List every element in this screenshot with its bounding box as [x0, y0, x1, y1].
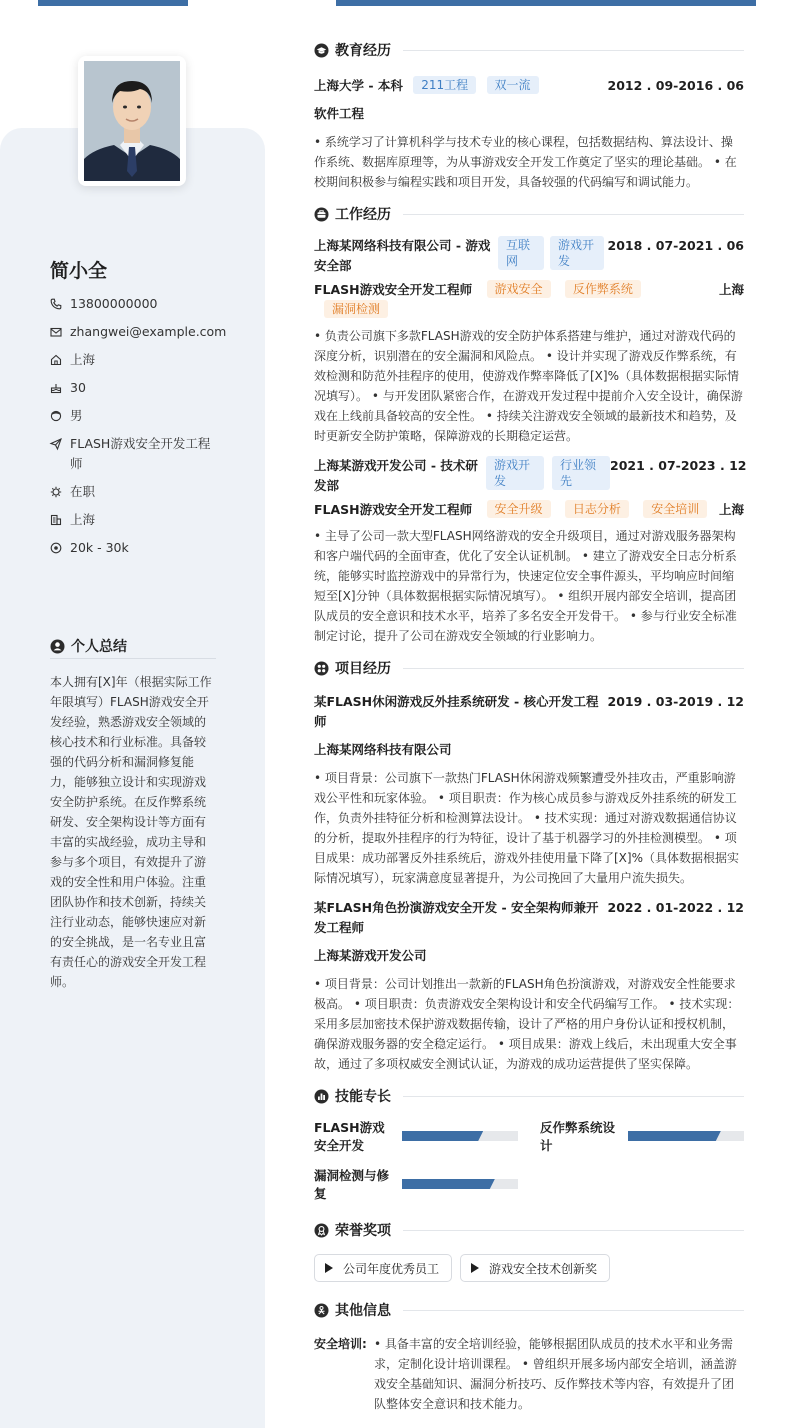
gender-icon: [50, 410, 62, 422]
building-icon: [50, 514, 62, 526]
info-location: [50, 350, 220, 370]
award-name: 公司年度优秀员工: [343, 1261, 440, 1276]
summary-divider: [50, 658, 216, 659]
play-icon: [325, 1263, 333, 1273]
job-desc: • 负责公司旗下多款FLASH游戏的安全防护体系搭建与维护，通过对游戏代码的深度分析，识别潜在的安全漏洞和风险点。 • 设计并实现了游戏反作弊系统，有效检测和防范外挂程序的使用，使游戏作弊率降低了[X]%（具体数据根据实际情况填写）。 • 与开发团队紧密合作，在游戏开发过程中提前介入安全设计，确保游戏在上线前具备较高的安全性。 • 持续关注游戏安全领域的最新技术和趋势，及时更新安全防护策略，保障游戏的长期稳定运营。: [314, 329, 743, 443]
other-heading: [314, 1298, 744, 1322]
other-rule: [403, 1310, 744, 1311]
skill-bar-fill: [402, 1179, 495, 1189]
location-text: 上海: [70, 352, 96, 367]
contact-info-list: [50, 294, 227, 566]
skill-name: FLASH游戏安全开发: [314, 1120, 385, 1153]
skills-list: [314, 1118, 744, 1202]
info-status: [50, 482, 220, 502]
major: 软件工程: [314, 106, 365, 121]
salary-icon: [50, 542, 62, 554]
top-accent-bar-right: [336, 0, 756, 6]
city-text: 上海: [70, 512, 96, 527]
projects-rule: [403, 668, 744, 669]
skills-title: 技能专长: [335, 1089, 391, 1105]
user-icon: [50, 639, 65, 654]
play-icon: [471, 1263, 479, 1273]
project-name: 某FLASH休闲游戏反外挂系统研发 - 核心开发工程师: [314, 694, 599, 729]
tag-double-first-class: 双一流: [487, 76, 539, 94]
phone-number: 13800000000: [70, 296, 158, 311]
other-text: • 具备丰富的安全培训经验，能够根据团队成员的技术水平和业务需求，定制化设计培训课程。 • 曾组织开展多场内部安全培训，涵盖游戏安全基础知识、漏洞分析技巧、反作弊技术等内容，有效提升了团队整体安全意识和技术能力。: [374, 1337, 737, 1411]
other-entry: [314, 1334, 744, 1414]
salary-text: 20k - 30k: [70, 540, 129, 555]
info-email: [50, 322, 227, 342]
education-desc: • 系统学习了计算机科学与技术专业的核心课程，包括数据结构、算法设计、操作系统、数据库原理等，为从事游戏安全开发工作奠定了坚实的理论基础。 • 在校期间积极参与编程实践和项目开发，具备较强的代码编写和调试能力。: [314, 135, 737, 189]
status-text: 在职: [70, 484, 96, 499]
email-address: zhangwei@example.com: [70, 324, 227, 339]
job-tag: 游戏开发: [550, 236, 604, 270]
awards-heading: [314, 1218, 744, 1242]
skill-bar: [402, 1131, 518, 1141]
education-title: 教育经历: [335, 43, 391, 59]
skill-item: [540, 1118, 744, 1154]
skills-heading: [314, 1084, 744, 1108]
avatar-frame: [78, 56, 186, 186]
job-city: 上海: [718, 502, 744, 517]
education-rule: [403, 50, 744, 51]
status-icon: [50, 486, 62, 498]
projects-heading: [314, 656, 744, 680]
job-entry: [314, 456, 747, 646]
gender-text: 男: [70, 408, 83, 423]
top-accent-bar-left: [38, 0, 188, 6]
candidate-name: 简小全: [50, 260, 108, 282]
award-name: 游戏安全技术创新奖: [489, 1261, 598, 1276]
summary-heading: [50, 636, 127, 656]
project-company: 上海某网络科技有限公司: [314, 742, 452, 757]
school-name: 上海大学 - 本科: [314, 78, 403, 93]
project-date: 2019 . 03-2019 . 12: [607, 694, 744, 709]
job-skill-tag: 漏洞检测: [324, 300, 388, 318]
project-name: 某FLASH角色扮演游戏安全开发 - 安全架构师兼开发工程师: [314, 900, 599, 935]
job-entry: [314, 236, 744, 446]
job-tag: 游戏开发: [486, 456, 544, 490]
award-item: [314, 1254, 452, 1282]
project-entry: [314, 898, 744, 1074]
awards-list: [314, 1254, 744, 1282]
mail-icon: [50, 326, 62, 338]
work-rule: [403, 214, 744, 215]
job-desc: • 主导了公司一款大型FLASH网络游戏的安全升级项目，通过对游戏服务器架构和客户端代码的全面审查，优化了安全认证机制。 • 建立了游戏安全日志分析系统，能够实时监控游戏中的异常行为，快速定位安全事件源头，平均响应时间缩短至[X]分钟（具体数据根据实际情况填写）。 • 组织开展内部安全培训，提高团队成员的安全意识和技术水平，培养了多名安全开发骨干。 • 参与行业安全标准制定讨论，提升了公司在游戏安全领域的行业影响力。: [314, 529, 737, 643]
education-heading: [314, 38, 744, 62]
award-item: [460, 1254, 610, 1282]
chart-icon: [314, 1089, 329, 1104]
awards-title: 荣誉奖项: [335, 1223, 391, 1239]
info-position: [50, 434, 220, 474]
skill-bar: [628, 1131, 744, 1141]
work-heading: [314, 202, 744, 226]
project-entry: [314, 692, 744, 888]
job-role: FLASH游戏安全开发工程师: [314, 502, 473, 517]
summary-text: 本人拥有[X]年（根据实际工作年限填写）FLASH游戏安全开发经验，熟悉游戏安全领域的核心技术和行业标准。具备较强的代码分析和漏洞修复能力，能够独立设计和实现游戏安全防护系统。在反作弊系统研发、安全架构设计等方面有丰富的实战经验，成功主导和参与多个项目，有效提升了游戏的安全性和用户体验。注重团队协作和技术创新，持续关注行业动态，能够快速应对新的安全挑战，是一名专业且富有责任心的游戏安全开发工程师。: [50, 675, 212, 989]
skill-bar: [402, 1179, 518, 1189]
info-icon: [314, 1303, 329, 1318]
tag-211: 211工程: [413, 76, 476, 94]
phone-icon: [50, 298, 62, 310]
job-date: 2021 . 07-2023 . 12: [610, 458, 747, 473]
grid-icon: [314, 661, 329, 676]
education-date: 2012 . 09-2016 . 06: [607, 78, 744, 93]
job-company: 上海某网络科技有限公司 - 游戏安全部: [314, 238, 491, 273]
job-date: 2018 . 07-2021 . 06: [607, 238, 744, 253]
skill-bar-fill: [402, 1131, 483, 1141]
info-phone: [50, 294, 220, 314]
job-company: 上海某游戏开发公司 - 技术研发部: [314, 458, 478, 493]
other-label: 安全培训:: [314, 1337, 367, 1351]
job-skill-tag: 日志分析: [565, 500, 629, 518]
job-skill-tag: 反作弊系统: [565, 280, 641, 298]
summary-title-text: 个人总结: [71, 639, 127, 655]
projects-title: 项目经历: [335, 661, 391, 677]
project-company: 上海某游戏开发公司: [314, 948, 427, 963]
work-title: 工作经历: [335, 207, 391, 223]
project-date: 2022 . 01-2022 . 12: [607, 900, 744, 915]
job-tag: 行业领先: [552, 456, 610, 490]
job-skill-tag: 安全升级: [487, 500, 551, 518]
skill-name: 反作弊系统设计: [540, 1120, 616, 1153]
medal-icon: [314, 1223, 329, 1238]
cake-icon: [50, 382, 62, 394]
send-icon: [50, 438, 62, 450]
info-city: [50, 510, 220, 530]
awards-rule: [403, 1230, 744, 1231]
skill-name: 漏洞检测与修复: [314, 1168, 390, 1201]
position-text: FLASH游戏安全开发工程师: [70, 436, 211, 471]
job-role: FLASH游戏安全开发工程师: [314, 282, 473, 297]
info-gender: [50, 406, 220, 426]
job-tag: 互联网: [498, 236, 544, 270]
home-icon: [50, 354, 62, 366]
info-age: [50, 378, 220, 398]
info-salary: [50, 538, 220, 558]
briefcase-icon: [314, 207, 329, 222]
other-title: 其他信息: [335, 1303, 391, 1319]
skill-item: [314, 1166, 518, 1202]
education-entry: [314, 76, 744, 96]
graduation-cap-icon: [314, 43, 329, 58]
age-text: 30: [70, 380, 86, 395]
job-skill-tag: 安全培训: [643, 500, 707, 518]
skill-bar-fill: [628, 1131, 721, 1141]
skill-item: [314, 1118, 518, 1154]
project-desc: • 项目背景：公司旗下一款热门FLASH休闲游戏频繁遭受外挂攻击，严重影响游戏公平性和玩家体验。 • 项目职责：作为核心成员参与游戏反外挂系统的研发工作，负责外挂特征分析和检测算法设计。 • 技术实现：通过对游戏数据通信协议的分析，提取外挂程序的行为特征，设计了基于机器学习的外挂检测模型。 • 项目成果：成功部署反外挂系统后，游戏外挂使用量下降了[X]%（具体数据根据实际情况填写），玩家满意度显著提升，为公司挽回了大量用户流失损失。: [314, 771, 739, 885]
project-desc: • 项目背景：公司计划推出一款新的FLASH角色扮演游戏，对游戏安全性能要求极高。 • 项目职责：负责游戏安全架构设计和安全代码编写工作。 • 技术实现：采用多层加密技术保护游戏数据传输，设计了严格的用户身份认证和授权机制，确保游戏服务器的安全稳定运行。 • 项目成果：游戏上线后，未出现重大安全事故，通过了多项权威安全测试认证，为游戏的成功运营提供了坚实保障。: [314, 977, 740, 1071]
skills-rule: [403, 1096, 744, 1097]
main-content: [314, 38, 747, 1414]
job-city: 上海: [718, 282, 744, 297]
job-skill-tag: 游戏安全: [487, 280, 551, 298]
avatar: [84, 61, 180, 181]
